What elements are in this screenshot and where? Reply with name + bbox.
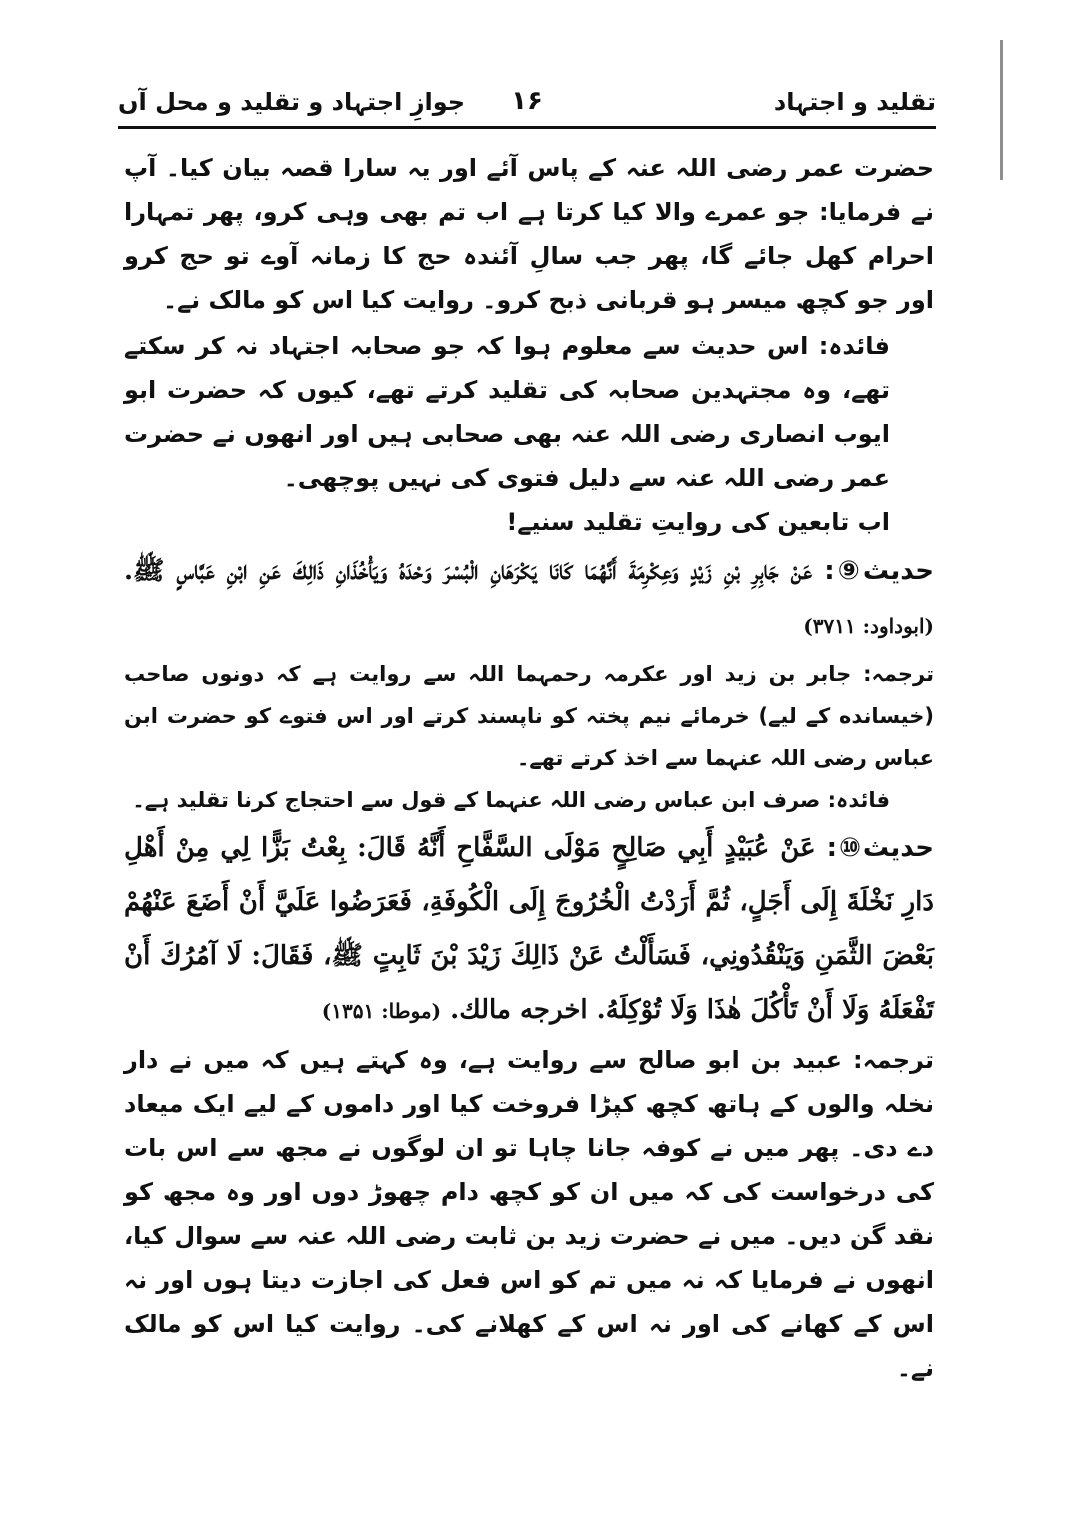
hadith-9-reference: (ابوداود: ۳۷۱۱) (803, 614, 934, 638)
hadith-9 (124, 544, 934, 653)
hadith-10-label: حدیث⑩: (826, 833, 934, 863)
hadith-10-reference: (موطا: ۱۳۵۱) (321, 999, 442, 1023)
paragraph-narration: حضرت عمر رضی اللہ عنہ کے پاس آئے اور یہ سارا قصہ بیان کیا۔ آپ نے فرمایا: جو عمرے والا کیا کرتا ہے اب تم بھی وہی کرو، پھر تمہارا احرام کھل جائے گا، پھر جب سالِ آئندہ حج کا زمانہ آوے تو حج کرو اور جو کچھ میسر ہو قربانی ذبح کرو۔ روایت کیا اس کو مالک نے۔ (124, 154, 934, 314)
benefit-9: فائدہ: صرف ابن عباس رضی اللہ عنہما کے قول سے احتجاج کرنا تقلید ہے۔ (132, 788, 890, 812)
binding-edge (1000, 40, 1003, 180)
page-body (124, 146, 934, 1390)
page-number: ۱۶ (511, 86, 543, 116)
hadith-10 (124, 821, 934, 1038)
hadith-10-text: عَنْ عُبَيْدٍ أَبِي صَالِحٍ مَوْلَى السَّفَّاحِ أَنَّهُ قَالَ: بِعْتُ بَزًّا لِي مِنْ أَهْلِ دَارِ نَخْلَةَ إِلَى أَجَلٍ، ثُمَّ أَرَدْتُ الْخُرُوجَ إِلَى الْكُوفَةِ، فَعَرَضُوا عَلَيَّ أَنْ أَضَعَ عَنْهُمْ بَعْضَ الثَّمَنِ وَيَنْقُدُونِي، فَسَأَلْتُ عَنْ ذَالِكَ زَيْدَ بْنَ ثَابِتٍ ﷺ، فَقَالَ: لَا آمُرُكَ أَنْ تَفْعَلَهُ وَلَا أَنْ تَأْكُلَ هٰذَا وَلَا تُوْكِلَهُ. اخرجه مالك. (124, 833, 934, 1025)
paragraph-tabieen-intro: اب تابعین کی روایتِ تقلید سنیے! (506, 508, 890, 536)
running-title-left: جوازِ اجتہاد و تقلید و محل آں (118, 88, 466, 116)
page-header (118, 84, 936, 124)
translation-10: ترجمہ: عبید بن ابو صالح سے روایت ہے، وہ کہتے ہیں کہ میں نے دار نخلہ والوں کے ہاتھ کچھ کپڑا فروخت کیا اور داموں کے لیے ایک میعاد دے دی۔ پھر میں نے کوفہ جانا چاہا تو ان لوگوں نے مجھ سے اس بات کی درخواست کی کہ میں ان کو کچھ دام چھوڑ دوں اور وہ مجھ کو نقد گن دیں۔ میں نے حضرت زید بن ثابت رضی اللہ عنہ سے سوال کیا، انھوں نے فرمایا کہ نہ میں تم کو اس فعل کی اجازت دیتا ہوں اور نہ اس کے کھانے کی اور نہ اس کے کھلانے کی۔ روایت کیا اس کو مالک نے۔ (124, 1046, 934, 1382)
running-title-right: تقلید و اجتہاد (773, 88, 936, 116)
paragraph-benefit: فائدہ: اس حدیث سے معلوم ہوا کہ جو صحابہ اجتہاد نہ کر سکتے تھے، وہ مجتہدین صحابہ کی تقلید کرتے تھے، کیوں کہ حضرت ابو ایوب انصاری رضی اللہ عنہ بھی صحابی ہیں اور انھوں نے حضرت عمر رضی اللہ عنہ سے دلیل فتوی کی نہیں پوچھی۔ (124, 332, 890, 492)
translation-9: ترجمہ: جابر بن زید اور عکرمہ رحمہما اللہ سے روایت ہے کہ دونوں صاحب (خیسانده کے لیے) خرمائے نیم پختہ کو ناپسند کرتے اور اس فتوے کو حضرت ابن عباس رضی اللہ عنہما سے اخذ کرتے تھے۔ (124, 662, 934, 770)
hadith-9-label: حدیث⑨: (824, 556, 934, 586)
hadith-9-text: عَنْ جَابِرِ بْنِ زَيْدٍ وَعِكْرِمَةَ أَنَّهُمَا كَانَا يَكْرَهَانِ الْبُسْرَ وَحْدَهُ وَيَأْخُذَانِ ذَالِكَ عَنِ ابْنِ عَبَّاسٍ ﷺ. (124, 556, 813, 586)
header-rule (118, 126, 936, 129)
